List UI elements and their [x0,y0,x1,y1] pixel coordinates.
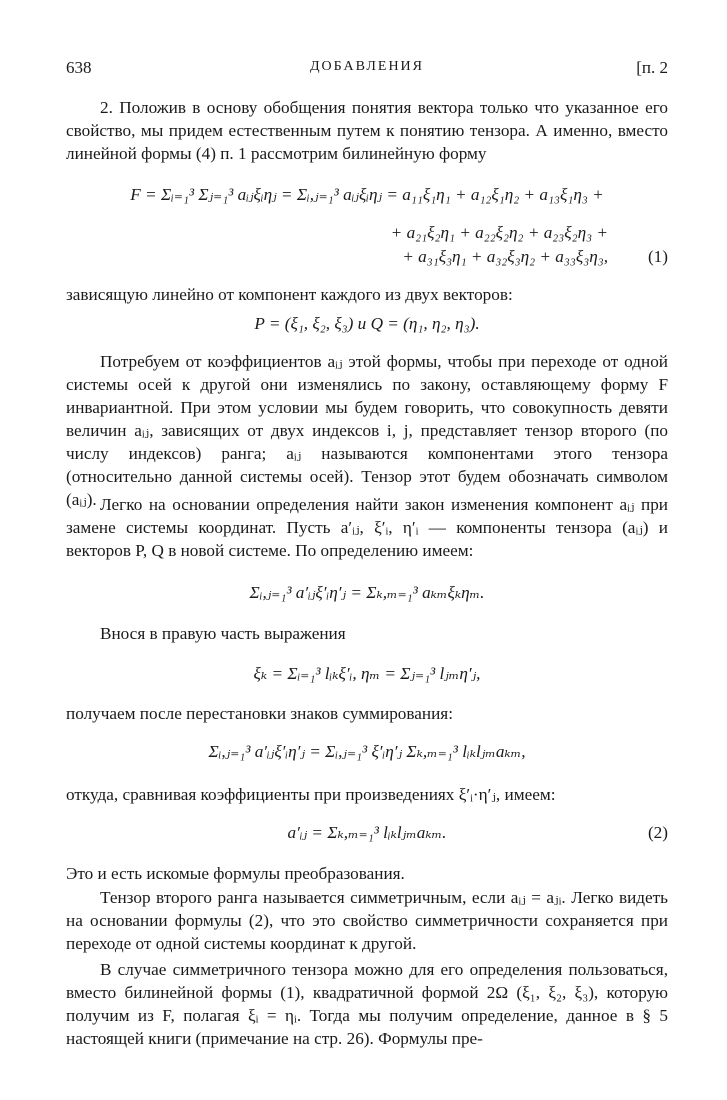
formula-1-line-1: F = Σᵢ₌₁³ Σⱼ₌₁³ aᵢⱼξᵢηⱼ = Σᵢ,ⱼ₌₁³ aᵢⱼξᵢηⱼ = a₁₁ξ₁η₁ + a₁₂ξ₁η₂ + a₁₃ξ₁η₃ + [130,185,604,204]
paragraph-7: откуда, сравнивая коэффициенты при произведениях ξ′ᵢ·η′ⱼ, имеем: [66,785,556,804]
paragraph-5: Внося в правую часть выражения [100,624,346,643]
formula-substitution: ξₖ = Σᵢ₌₁³ lᵢₖξ′ᵢ, ηₘ = Σⱼ₌₁³ lⱼₘη′ⱼ, [253,664,481,683]
running-header [66,58,668,82]
page-number: 638 [66,58,92,77]
paragraph-6: получаем после перестановки знаков суммирования: [66,704,453,723]
paragraph-8: Это и есть искомые формулы преобразования. [66,864,405,883]
formula-1-line-2: + a₂₁ξ₂η₁ + a₂₂ξ₂η₂ + a₂₃ξ₂η₃ + [390,223,608,242]
paragraph-1: 2. Положив в основу обобщения понятия вектора только что указанное его свойство, мы придем естественным путем к понятию тензора. А именно, вместо линейной формы (4) п. 1 рассмотрим билинейную форму [66,98,668,163]
equation-number-2: (2) [647,823,668,842]
equation-number-1: (1) [647,247,668,266]
paragraph-4: Легко на основании определения найти закон изменения компонент aᵢⱼ при замене системы координат. Пусть a′ᵢⱼ, ξ′ᵢ, η′ᵢ — компоненты тензора (aᵢⱼ) и векторов P, Q в новой системе. По определению имеем: [66,495,668,560]
section-marker: [п. 2 [636,58,668,77]
paragraph-2: зависящую линейно от компонент каждого из двух векторов: [66,285,513,304]
formula-vectors: P = (ξ₁, ξ₂, ξ₃) и Q = (η₁, η₂, η₃). [254,314,480,333]
formula-invariance: Σᵢ,ⱼ₌₁³ a′ᵢⱼξ′ᵢη′ⱼ = Σₖ,ₘ₌₁³ aₖₘξₖηₘ. [249,583,485,602]
paragraph-9: Тензор второго ранга называется симметричным, если aᵢⱼ = aⱼᵢ. Легко видеть на основании формулы (2), что это свойство симметричности сохраняется при переходе от одной системы координат к другой. [66,888,668,953]
paragraph-3: Потребуем от коэффициентов aᵢⱼ этой формы, чтобы при переходе от одной системы осей к другой они изменялись по закону, оставляющему форму F инвариантной. При этом условии мы будем говорить, что совокупность девяти величин aᵢⱼ, зависящих от двух индексов i, j, представляет тензор второго (по числу индексов) ранга; aᵢⱼ называются компонентами этого тензора (относительно данной системы осей). Тензор этот будем обозначать символом (aᵢⱼ). [66,352,668,509]
paragraph-10: В случае симметричного тензора можно для его определения пользоваться, вместо билинейной формы (1), квадратичной формой 2Ω (ξ₁, ξ₂, ξ₃), которую получим из F, полагая ξᵢ = ηᵢ. Тогда мы получим определение, данное в § 5 настоящей книги (примечание на стр. 26). Формулы пре- [66,960,668,1048]
formula-2: a′ᵢⱼ = Σₖ,ₘ₌₁³ lᵢₖlⱼₘaₖₘ. [287,823,447,842]
formula-1-line-3: + a₃₁ξ₃η₁ + a₃₂ξ₃η₂ + a₃₃ξ₃η₃, [402,247,608,266]
formula-after-swap: Σᵢ,ⱼ₌₁³ a′ᵢⱼξ′ᵢη′ⱼ = Σᵢ,ⱼ₌₁³ ξ′ᵢη′ⱼ Σₖ,ₘ₌₁³ lᵢₖlⱼₘaₖₘ, [208,742,526,761]
running-title: ДОБАВЛЕНИЯ [309,59,425,74]
